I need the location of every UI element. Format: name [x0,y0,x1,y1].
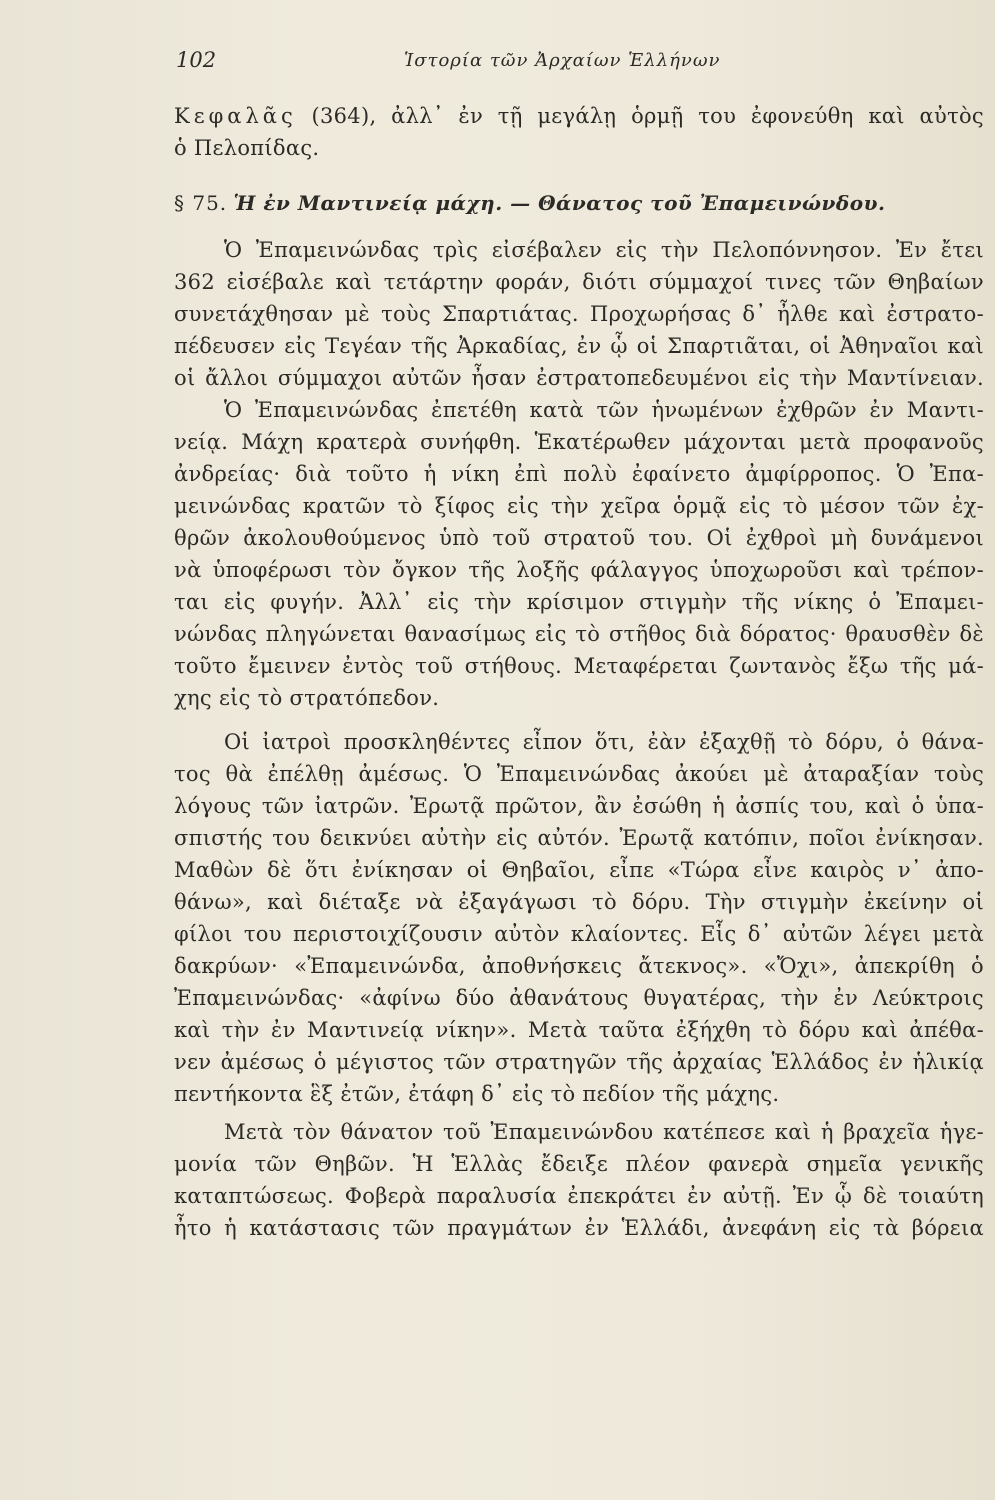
line-text: (364), ἀλλ᾽ ἐν τῇ μεγάλῃ ὁρμῇ του ἐφονεύθη καὶ αὐτὸς [296,104,984,128]
running-head [176,46,816,86]
text-line: μονία τῶν Θηβῶν. Ἡ Ἑλλὰς ἔδειξε πλέον φανερὰ σημεῖα γενικῆς [174,1152,984,1176]
text-line: σπιστής του δεικνύει αὐτὴν εἰς αὐτόν. Ἐρωτᾷ κατόπιν, ποῖοι ἐνίκησαν. [174,826,984,850]
text-line: συνετάχθησαν μὲ τοὺς Σπαρτιάτας. Προχωρήσας δ᾽ ἦλθε καὶ ἐστρατο- [174,302,984,326]
text-line: Ὁ Ἐπαμεινώνδας τρὶς εἰσέβαλεν εἰς τὴν Πελοπόννησον. Ἐν ἔτει [224,238,984,262]
text-line: Ὁ Ἐπαμεινώνδας ἐπετέθη κατὰ τῶν ἡνωμένων ἐχθρῶν ἐν Μαντι- [224,398,984,422]
text-line: Ἐπαμεινώνδας· «ἀφίνω δύο ἀθανάτους θυγατέρας, τὴν ἐν Λεύκτροις [174,986,984,1010]
text-line [174,100,984,132]
text-line: χης εἰς τὸ στρατόπεδον. [174,686,440,710]
text-line: τοῦτο ἔμεινεν ἐντὸς τοῦ στήθους. Μεταφέρεται ζωντανὸς ἔξω τῆς μά- [174,654,984,678]
section-number: § 75. [174,191,228,215]
text-line: Οἱ ἰατροὶ προσκληθέντες εἶπον ὅτι, ἐὰν ἐξαχθῇ τὸ δόρυ, ὁ θάνα- [224,730,984,754]
text-line: μεινώνδας κρατῶν τὸ ξίφος εἰς τὴν χεῖρα ὁρμᾷ εἰς τὸ μέσον τῶν ἐχ- [174,494,984,518]
text-line: οἱ ἄλλοι σύμμαχοι αὐτῶν ἦσαν ἐστρατοπεδευμένοι εἰς τὴν Μαντίνειαν. [174,366,984,390]
paragraph [174,726,984,1110]
section-heading [174,186,984,220]
text-block [174,100,984,1244]
name-spaced: Κεφαλᾶς [174,104,297,128]
text-line: λόγους τῶν ἰατρῶν. Ἐρωτᾷ πρῶτον, ἂν ἐσώθη ἡ ἀσπίς του, καὶ ὁ ὑπα- [174,794,984,818]
text-line [174,132,984,164]
page-number: 102 [176,48,217,72]
text-line: νώνδας πληγώνεται θανασίμως εἰς τὸ στῆθος διὰ δόρατος· θραυσθὲν δὲ [174,622,984,646]
text-line: καὶ τὴν ἐν Μαντινείᾳ νίκην». Μετὰ ταῦτα ἐξήχθη τὸ δόρυ καὶ ἀπέθα- [174,1018,984,1042]
running-title: Ἱστορία τῶν Ἀρχαίων Ἑλλήνων [404,50,721,71]
text-line: καταπτώσεως. Φοβερὰ παραλυσία ἐπεκράτει ἐν αὐτῇ. Ἐν ᾧ δὲ τοιαύτη [174,1184,984,1208]
text-line: ἦτο ἡ κατάστασις τῶν πραγμάτων ἐν Ἑλλάδι, ἀνεφάνη εἰς τὰ βόρεια [174,1216,984,1240]
paragraph [174,234,984,394]
paragraph-gap [174,714,984,726]
text-line: πέδευσεν εἰς Τεγέαν τῆς Ἀρκαδίας, ἐν ᾧ οἱ Σπαρτιᾶται, οἱ Ἀθηναῖοι καὶ [174,334,984,358]
line-text: ὁ Πελοπίδας. [174,136,320,160]
text-line: πεντήκοντα ἓξ ἐτῶν, ἐτάφη δ᾽ εἰς τὸ πεδίον τῆς μάχης. [174,1082,780,1106]
text-line: θάνω», καὶ διέταξε νὰ ἐξαγάγωσι τὸ δόρυ. Τὴν στιγμὴν ἐκείνην οἱ [174,890,984,914]
text-line: νεν ἀμέσως ὁ μέγιστος τῶν στρατηγῶν τῆς ἀρχαίας Ἑλλάδος ἐν ἡλικίᾳ [174,1050,984,1074]
text-line: Μετὰ τὸν θάνατον τοῦ Ἐπαμεινώνδου κατέπεσε καὶ ἡ βραχεῖα ἡγε- [224,1120,984,1144]
text-line: τος θὰ ἐπέλθῃ ἀμέσως. Ὁ Ἐπαμεινώνδας ἀκούει μὲ ἀταραξίαν τοὺς [174,762,984,786]
text-line: θρῶν ἀκολουθούμενος ὑπὸ τοῦ στρατοῦ του. Οἱ ἐχθροὶ μὴ δυνάμενοι [174,526,984,550]
paragraph [174,394,984,714]
paragraph [174,1116,984,1244]
text-line: Μαθὼν δὲ ὅτι ἐνίκησαν οἱ Θηβαῖοι, εἶπε «Τώρα εἶνε καιρὸς ν᾽ ἀπο- [174,858,984,882]
text-line: νείᾳ. Μάχη κρατερὰ συνήφθη. Ἑκατέρωθεν μάχονται μετὰ προφανοῦς [174,430,984,454]
text-line: ἀνδρείας· διὰ τοῦτο ἡ νίκη ἐπὶ πολὺ ἐφαίνετο ἀμφίρροπος. Ὁ Ἐπα- [174,462,984,486]
text-line: ται εἰς φυγήν. Ἀλλ᾽ εἰς τὴν κρίσιμον στιγμὴν τῆς νίκης ὁ Ἐπαμει- [174,590,984,614]
section-title: Ἡ ἐν Μαντινείᾳ μάχη. — Θάνατος τοῦ Ἐπαμεινώνδου. [233,191,886,215]
text-line: φίλοι του περιστοιχίζουσιν αὐτὸν κλαίοντες. Εἷς δ᾽ αὐτῶν λέγει μετὰ [174,922,984,946]
text-line: δακρύων· «Ἐπαμεινώνδα, ἀποθνήσκεις ἄτεκνος». «Ὄχι», ἀπεκρίθη ὁ [174,954,984,978]
text-line: νὰ ὑποφέρωσι τὸν ὄγκον τῆς λοξῆς φάλαγγος ὑποχωροῦσι καὶ τρέπον- [174,558,984,582]
text-line: 362 εἰσέβαλε καὶ τετάρτην φοράν, διότι σύμμαχοί τινες τῶν Θηβαίων [174,270,984,294]
